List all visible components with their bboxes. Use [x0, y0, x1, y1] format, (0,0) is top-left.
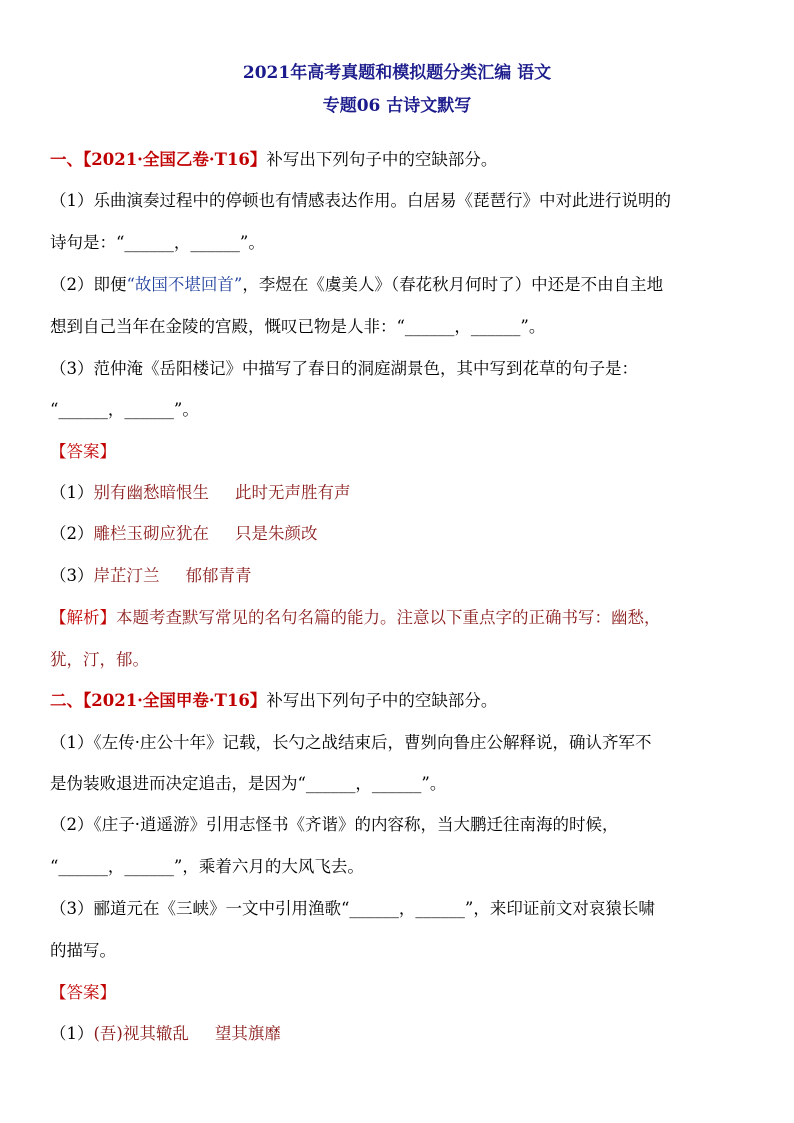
q1-a2-num: （2） [50, 524, 94, 543]
q2-s1-line1: （1）《左传·庄公十年》记载，长勺之战结束后，曹刿向鲁庄公解释说，确认齐军不 [50, 733, 652, 752]
q1-answer-2 [50, 524, 750, 544]
q1-s2-post: ，李煜在《虞美人》（春花秋月何时了）中还是不由自主地 [242, 275, 664, 294]
q1-analysis-line2: 犹，汀，郁。 [50, 650, 149, 669]
q2-answer-1 [50, 1024, 750, 1044]
q2-s2-line1: （2）《庄子·逍遥游》引用志怪书《齐谐》的内容称，当大鹏迁往南海的时候， [50, 815, 619, 834]
q1-a3-part1: 岸芷汀兰 [93, 566, 160, 585]
q1-s3-line1: （3）范仲淹《岳阳楼记》中描写了春日的洞庭湖景色，其中写到花草的句子是： [50, 359, 638, 378]
q1-analysis-line1 [50, 608, 750, 628]
q1-prompt: 补写出下列句子中的空缺部分。 [266, 150, 498, 169]
q1-s1-line1: （1）乐曲演奏过程中的停顿也有情感表达作用。白居易《琵琶行》中对此进行说明的 [50, 191, 671, 210]
q1-a2-part1: 雕栏玉砌应犹在 [93, 524, 209, 543]
q1-answer-label: 【答案】 [50, 442, 116, 461]
q1-tag: 【2021·全国乙卷·T16】 [83, 150, 267, 169]
q1-s2-line1 [50, 275, 750, 295]
q2-heading [50, 691, 750, 711]
q1-a1-num: （1） [50, 483, 94, 502]
q1-a1-part1: 别有幽愁暗恨生 [93, 483, 209, 502]
q1-s1-line2: 诗句是：“______，______”。 [50, 233, 265, 252]
document-subtitle: 专题06 古诗文默写 [322, 96, 472, 116]
q1-a3-num: （3） [50, 566, 94, 585]
q1-a2-part2: 只是朱颜改 [235, 524, 318, 543]
document-title: 2021年高考真题和模拟题分类汇编 语文 [242, 63, 552, 83]
q1-heading [50, 150, 750, 170]
q1-s3-line2: “______，______”。 [50, 400, 199, 419]
q2-number: 二、 [50, 691, 83, 710]
q2-s1-line2: 是伪装败退进而决定追击，是因为“______，______”。 [50, 774, 447, 793]
q2-tag: 【2021·全国甲卷·T16】 [83, 691, 267, 710]
q1-s2-quote: “故国不堪回首” [126, 275, 243, 294]
q2-a1-part1: (吾)视其辙乱 [93, 1024, 189, 1043]
q2-answer-label: 【答案】 [50, 983, 116, 1002]
q1-s2-line2: 想到自己当年在金陵的宫殿，慨叹已物是人非：“______，______”。 [50, 317, 546, 336]
q2-s3-line2: 的描写。 [50, 941, 116, 960]
q2-s2-line2: “______，______”，乘着六月的大风飞去。 [50, 857, 364, 876]
q2-s3-line1: （3）郦道元在《三峡》一文中引用渔歌“______，______”，来印证前文对哀猿长啸 [50, 899, 655, 918]
q1-a3-part2: 郁郁青青 [185, 566, 252, 585]
q2-prompt: 补写出下列句子中的空缺部分。 [266, 691, 498, 710]
q1-s2-pre: （2）即便 [50, 275, 127, 294]
q2-a1-num: （1） [50, 1024, 94, 1043]
q1-answer-1 [50, 483, 750, 503]
q1-number: 一、 [50, 150, 83, 169]
q1-analysis-text: 本题考查默写常见的名句名篇的能力。注意以下重点字的正确书写：幽愁， [116, 608, 661, 627]
q1-answer-3 [50, 566, 750, 586]
q1-a1-part2: 此时无声胜有声 [235, 483, 351, 502]
q1-analysis-label: 【解析】 [50, 608, 116, 627]
q2-a1-part2: 望其旗靡 [214, 1024, 281, 1043]
